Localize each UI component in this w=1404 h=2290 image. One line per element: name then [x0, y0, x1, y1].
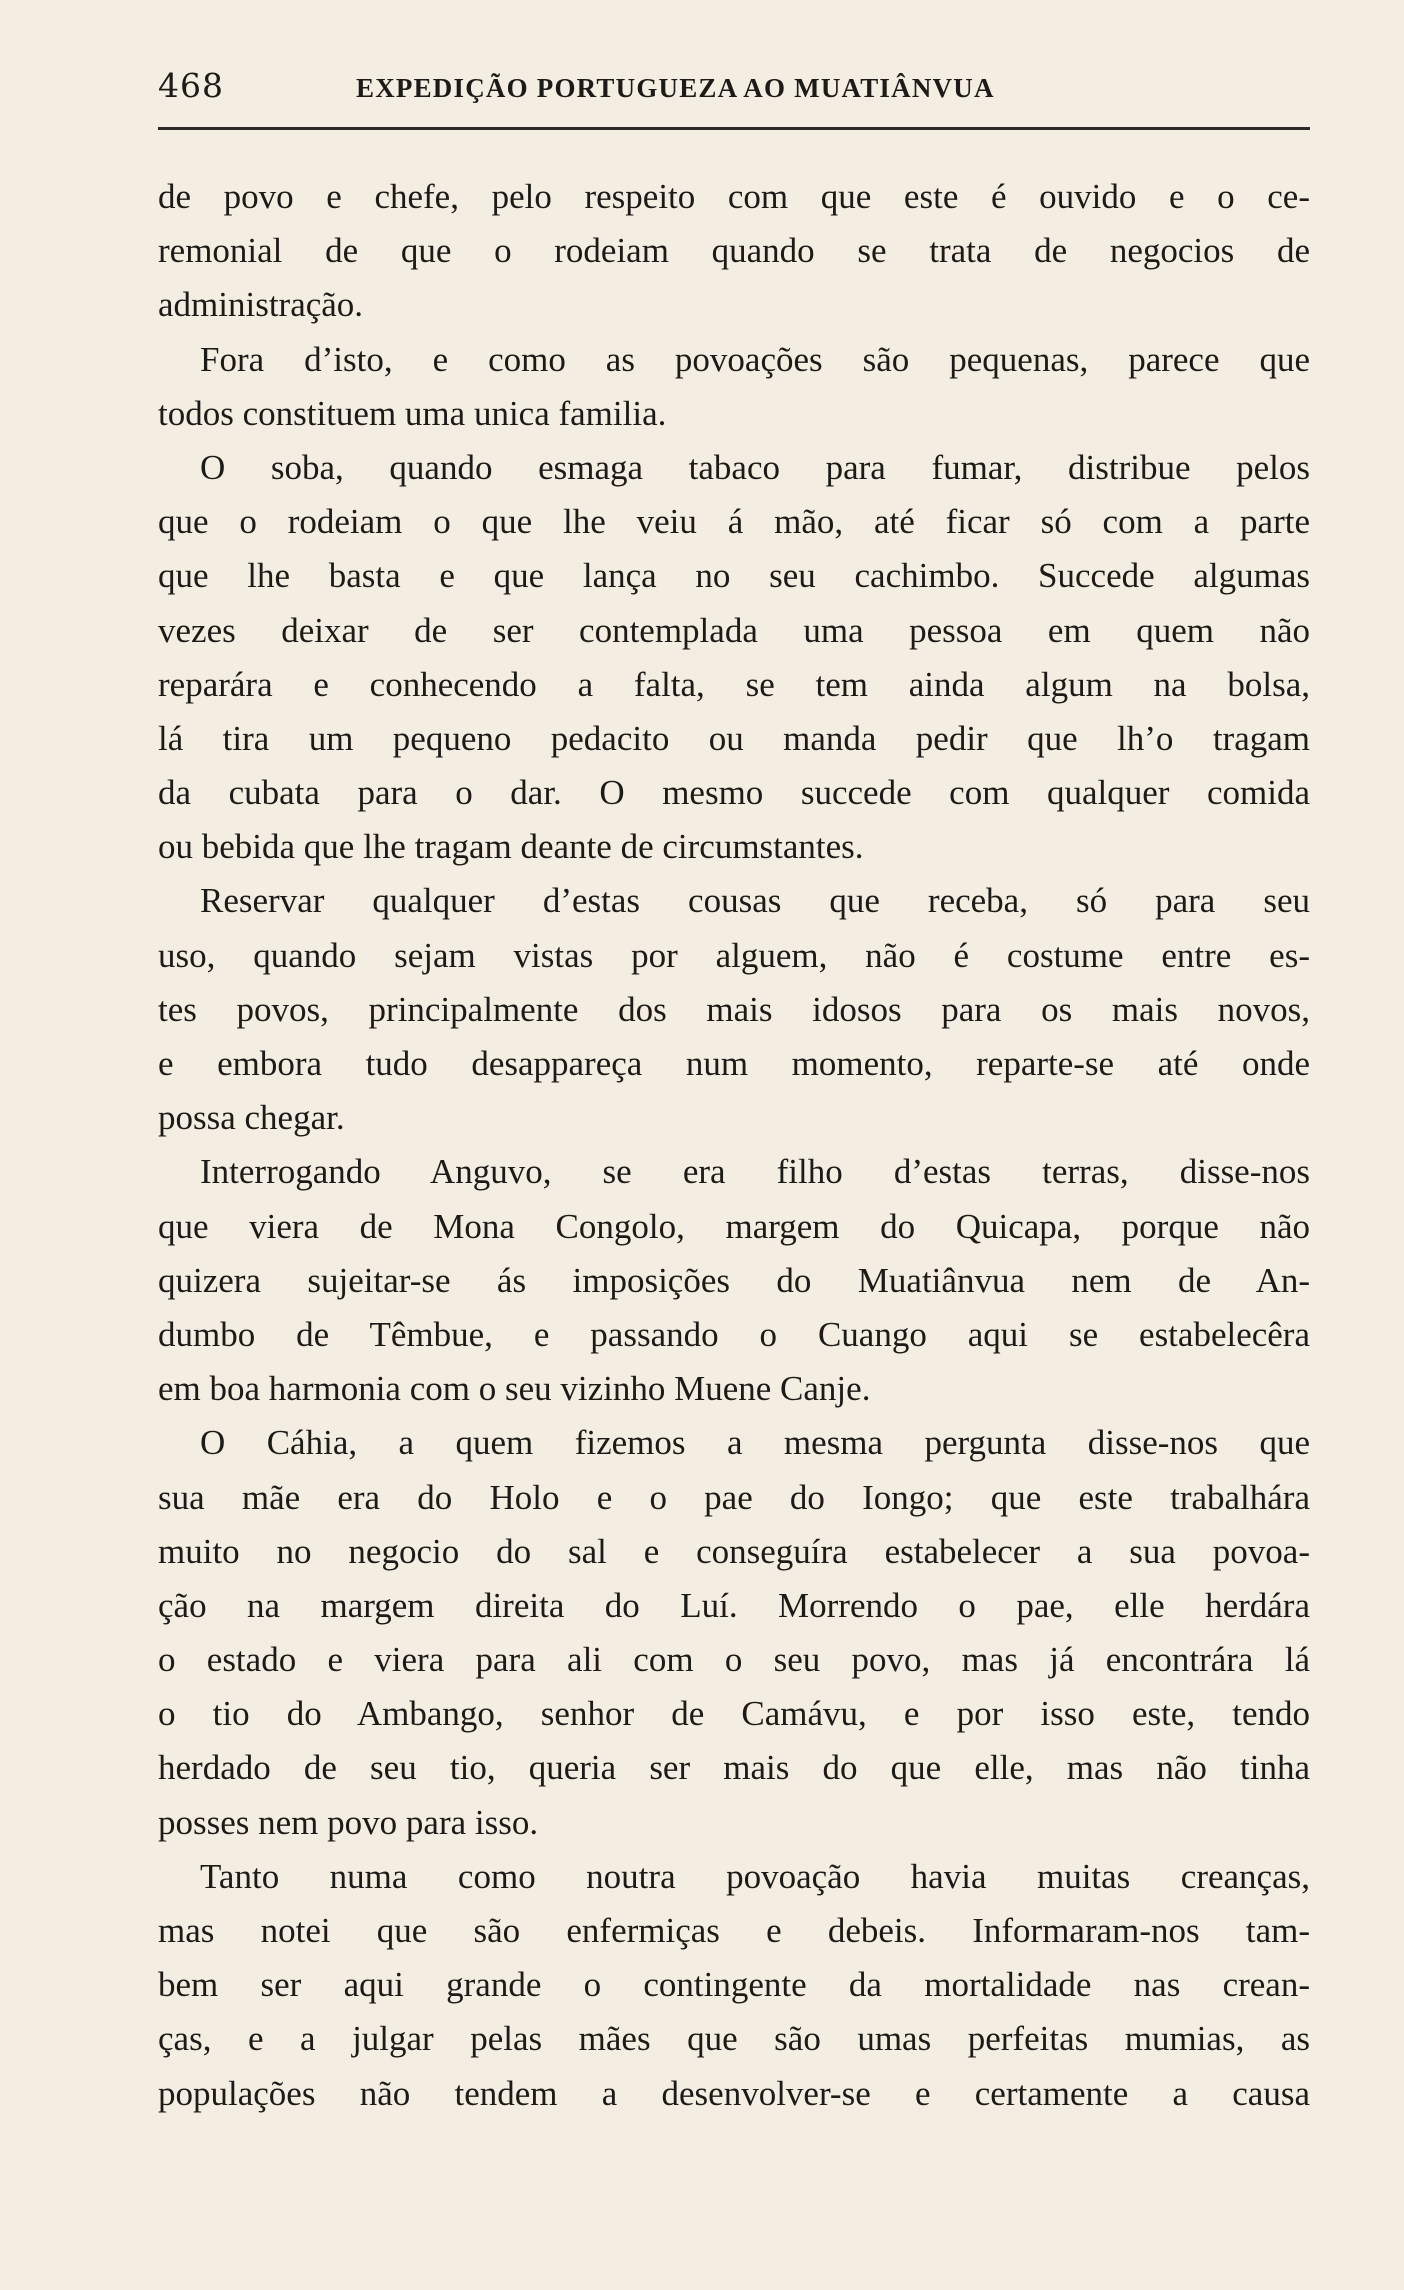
text-line: Tanto numa como noutra povoação havia muitas creanças, — [200, 1856, 1310, 1896]
text-line: ção na margem direita do Luí. Morrendo o pae, elle herdára — [158, 1585, 1310, 1625]
text-line: Reservar qualquer d’estas cousas que receba, só para seu — [200, 881, 1310, 921]
text-line: ças, e a julgar pelas mães que são umas perfeitas mumias, as — [158, 2019, 1310, 2059]
text-line: remonial de que o rodeiam quando se trata de negocios de — [158, 231, 1310, 271]
text-line: uso, quando sejam vistas por alguem, não é costume entre es- — [158, 935, 1310, 975]
text-line: reparára e conhecendo a falta, se tem ainda algum na bolsa, — [158, 664, 1310, 704]
text-line: mas notei que são enfermiças e debeis. Informaram-nos tam- — [158, 1911, 1310, 1950]
text-line: vezes deixar de ser contemplada uma pessoa em quem não — [158, 610, 1310, 650]
text-line: Interrogando Anguvo, se era filho d’estas terras, disse-nos — [200, 1152, 1310, 1192]
page-number: 468 — [158, 66, 224, 105]
text-line: ou bebida que lhe tragam deante de circumstantes. — [158, 827, 864, 867]
text-line: herdado de seu tio, queria ser mais do que elle, mas não tinha — [158, 1748, 1310, 1788]
body-text — [158, 170, 1310, 2121]
text-line: e embora tudo desappareça num momento, reparte-se até onde — [158, 1044, 1310, 1083]
text-line: Fora d’isto, e como as povoações são pequenas, parece que — [200, 339, 1310, 379]
text-line: posses nem povo para isso. — [158, 1802, 539, 1842]
text-line: em boa harmonia com o seu vizinho Muene Canje. — [158, 1369, 871, 1409]
text-line: muito no negocio do sal e conseguíra estabelecer a sua povoa- — [158, 1531, 1310, 1571]
text-line: o tio do Ambango, senhor de Camávu, e por isso este, tendo — [158, 1694, 1310, 1734]
text-line: O Cáhia, a quem fizemos a mesma pergunta disse-nos que — [200, 1423, 1310, 1463]
text-line: que o rodeiam o que lhe veiu á mão, até ficar só com a parte — [158, 502, 1310, 542]
text-line: de povo e chefe, pelo respeito com que este é ouvido e o ce- — [158, 177, 1310, 216]
text-line: lá tira um pequeno pedacito ou manda pedir que lh’o tragam — [158, 718, 1310, 758]
text-line: quizera sujeitar-se ás imposições do Muatiânvua nem de An- — [158, 1260, 1310, 1300]
text-line: dumbo de Têmbue, e passando o Cuango aqui se estabelecêra — [158, 1314, 1310, 1354]
text-line: da cubata para o dar. O mesmo succede com qualquer comida — [158, 773, 1310, 813]
header-rule — [158, 127, 1310, 130]
text-line: o estado e viera para ali com o seu povo, mas já encontrára lá — [158, 1640, 1310, 1680]
text-line: que viera de Mona Congolo, margem do Quicapa, porque não — [158, 1206, 1310, 1246]
text-line: possa chegar. — [158, 1098, 345, 1138]
running-title: EXPEDIÇÃO PORTUGUEZA AO MUATIÂNVUA — [356, 73, 995, 103]
text-line: administração. — [158, 285, 364, 325]
page-header — [158, 66, 1308, 106]
text-line: todos constituem uma unica familia. — [158, 393, 667, 433]
text-line: populações não tendem a desenvolver-se e certamente a causa — [158, 2073, 1310, 2113]
text-line: sua mãe era do Holo e o pae do Iongo; que este trabalhára — [158, 1477, 1310, 1517]
text-line: tes povos, principalmente dos mais idosos para os mais novos, — [158, 989, 1310, 1029]
text-line: bem ser aqui grande o contingente da mortalidade nas crean- — [158, 1965, 1310, 2005]
text-line: O soba, quando esmaga tabaco para fumar, distribue pelos — [200, 447, 1310, 487]
text-line: que lhe basta e que lança no seu cachimbo. Succede algumas — [158, 556, 1310, 596]
